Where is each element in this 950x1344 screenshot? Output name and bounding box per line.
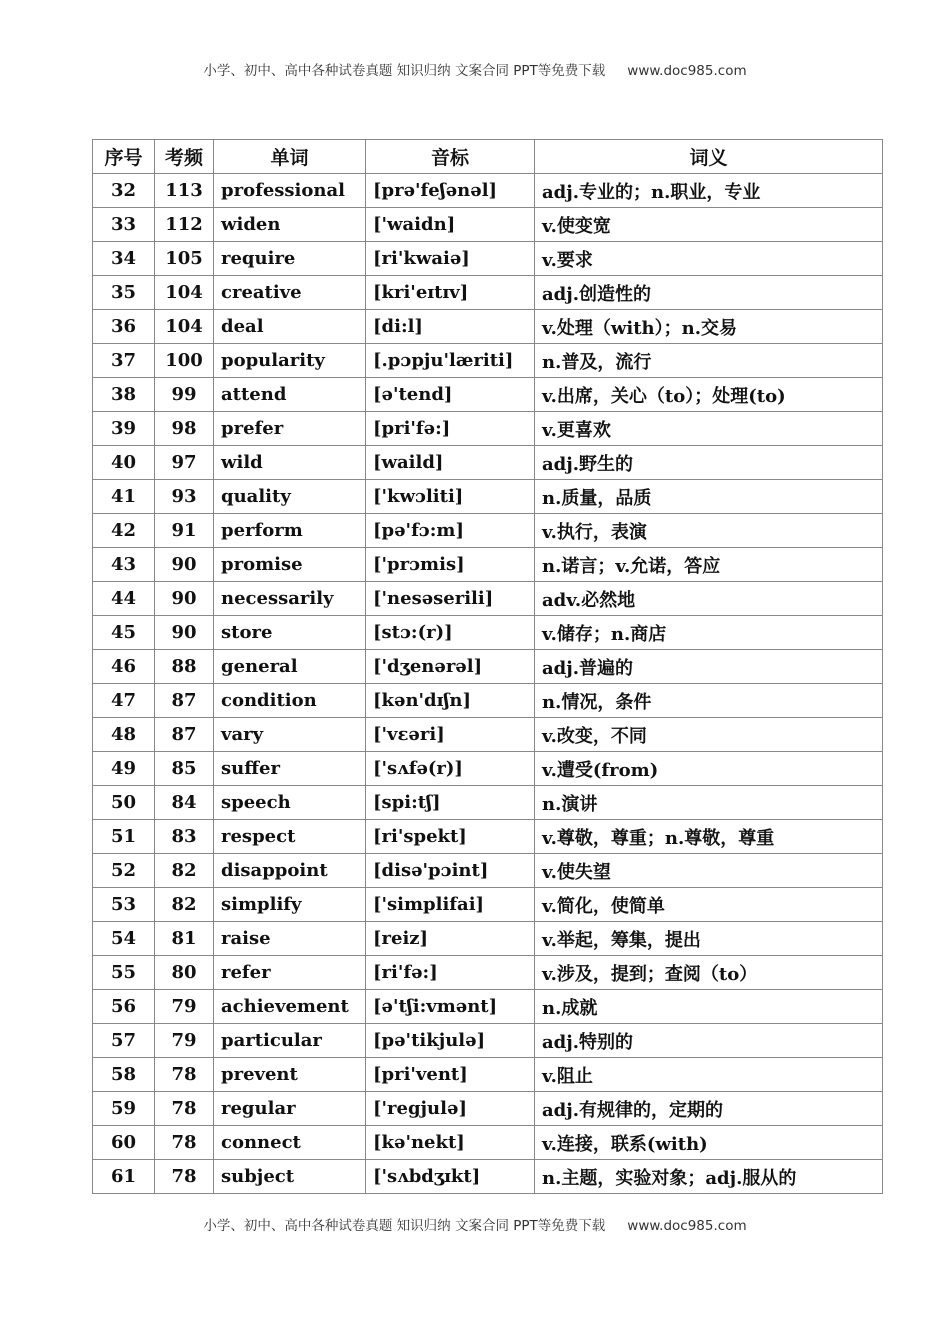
cell-phonetic: [kə'nekt] — [366, 1126, 535, 1160]
cell-index: 53 — [93, 888, 155, 922]
cell-phonetic: ['regjulə] — [366, 1092, 535, 1126]
table-row — [93, 174, 883, 208]
cell-index: 38 — [93, 378, 155, 412]
cell-word: connect — [214, 1126, 366, 1160]
cell-phonetic: ['waidn] — [366, 208, 535, 242]
cell-index: 47 — [93, 684, 155, 718]
cell-meaning: adj.有规律的，定期的 — [535, 1092, 883, 1126]
cell-index: 44 — [93, 582, 155, 616]
cell-frequency: 87 — [155, 718, 214, 752]
cell-phonetic: [ri'fə:] — [366, 956, 535, 990]
table-row — [93, 1160, 883, 1194]
cell-frequency: 90 — [155, 616, 214, 650]
cell-index: 36 — [93, 310, 155, 344]
cell-word: achievement — [214, 990, 366, 1024]
cell-frequency: 104 — [155, 310, 214, 344]
table-row — [93, 344, 883, 378]
cell-phonetic: [ri'kwaiə] — [366, 242, 535, 276]
cell-phonetic: [stɔ:(r)] — [366, 616, 535, 650]
cell-frequency: 78 — [155, 1126, 214, 1160]
cell-frequency: 100 — [155, 344, 214, 378]
vocabulary-table — [92, 139, 883, 1194]
cell-index: 52 — [93, 854, 155, 888]
cell-frequency: 78 — [155, 1092, 214, 1126]
cell-frequency: 113 — [155, 174, 214, 208]
column-header-word: 单词 — [214, 140, 366, 174]
cell-frequency: 82 — [155, 854, 214, 888]
cell-meaning: v.使变宽 — [535, 208, 883, 242]
cell-meaning: n.诺言；v.允诺，答应 — [535, 548, 883, 582]
cell-frequency: 97 — [155, 446, 214, 480]
cell-meaning: v.储存；n.商店 — [535, 616, 883, 650]
cell-index: 54 — [93, 922, 155, 956]
cell-word: professional — [214, 174, 366, 208]
cell-word: require — [214, 242, 366, 276]
cell-word: simplify — [214, 888, 366, 922]
cell-word: perform — [214, 514, 366, 548]
cell-word: promise — [214, 548, 366, 582]
table-row — [93, 310, 883, 344]
cell-word: vary — [214, 718, 366, 752]
cell-index: 46 — [93, 650, 155, 684]
cell-word: deal — [214, 310, 366, 344]
cell-phonetic: ['prɔmis] — [366, 548, 535, 582]
cell-word: necessarily — [214, 582, 366, 616]
cell-word: quality — [214, 480, 366, 514]
table-row — [93, 514, 883, 548]
cell-word: refer — [214, 956, 366, 990]
table-row — [93, 956, 883, 990]
table-header-row — [93, 140, 883, 174]
cell-frequency: 84 — [155, 786, 214, 820]
cell-index: 45 — [93, 616, 155, 650]
cell-frequency: 79 — [155, 1024, 214, 1058]
cell-frequency: 88 — [155, 650, 214, 684]
cell-word: speech — [214, 786, 366, 820]
column-header-phonetic: 音标 — [366, 140, 535, 174]
cell-meaning: v.遭受(from) — [535, 752, 883, 786]
cell-phonetic: [kən'dɪʃn] — [366, 684, 535, 718]
table-row — [93, 378, 883, 412]
cell-phonetic: ['vɛəri] — [366, 718, 535, 752]
cell-meaning: v.使失望 — [535, 854, 883, 888]
cell-phonetic: [pə'fɔ:m] — [366, 514, 535, 548]
table-row — [93, 1024, 883, 1058]
table-row — [93, 854, 883, 888]
cell-word: attend — [214, 378, 366, 412]
cell-word: widen — [214, 208, 366, 242]
cell-phonetic: [ri'spekt] — [366, 820, 535, 854]
cell-meaning: v.处理（with）；n.交易 — [535, 310, 883, 344]
cell-phonetic: [ə'tend] — [366, 378, 535, 412]
cell-word: wild — [214, 446, 366, 480]
cell-phonetic: [prə'feʃənəl] — [366, 174, 535, 208]
column-header-meaning: 词义 — [535, 140, 883, 174]
cell-phonetic: ['sʌfə(r)] — [366, 752, 535, 786]
cell-word: respect — [214, 820, 366, 854]
cell-meaning: v.尊敬，尊重；n.尊敬，尊重 — [535, 820, 883, 854]
cell-meaning: v.阻止 — [535, 1058, 883, 1092]
table-row — [93, 582, 883, 616]
table-row — [93, 616, 883, 650]
cell-phonetic: ['simplifai] — [366, 888, 535, 922]
cell-phonetic: [disə'pɔint] — [366, 854, 535, 888]
cell-meaning: v.举起，筹集，提出 — [535, 922, 883, 956]
cell-frequency: 93 — [155, 480, 214, 514]
cell-meaning: v.更喜欢 — [535, 412, 883, 446]
cell-phonetic: ['kwɔliti] — [366, 480, 535, 514]
cell-frequency: 82 — [155, 888, 214, 922]
cell-phonetic: [ə'tʃi:vmənt] — [366, 990, 535, 1024]
cell-meaning: v.出席，关心（to）；处理(to) — [535, 378, 883, 412]
cell-meaning: v.要求 — [535, 242, 883, 276]
cell-word: suffer — [214, 752, 366, 786]
table-row — [93, 208, 883, 242]
cell-word: condition — [214, 684, 366, 718]
cell-meaning: v.改变，不同 — [535, 718, 883, 752]
cell-index: 34 — [93, 242, 155, 276]
table-row — [93, 650, 883, 684]
cell-meaning: adj.野生的 — [535, 446, 883, 480]
cell-index: 58 — [93, 1058, 155, 1092]
cell-word: prefer — [214, 412, 366, 446]
cell-phonetic: [.pɔpju'læriti] — [366, 344, 535, 378]
cell-phonetic: [di:l] — [366, 310, 535, 344]
cell-meaning: adj.特别的 — [535, 1024, 883, 1058]
table-row — [93, 684, 883, 718]
cell-frequency: 79 — [155, 990, 214, 1024]
cell-index: 51 — [93, 820, 155, 854]
cell-meaning: n.成就 — [535, 990, 883, 1024]
cell-meaning: adv.必然地 — [535, 582, 883, 616]
cell-phonetic: [pri'fə:] — [366, 412, 535, 446]
page-header — [0, 59, 950, 79]
cell-frequency: 105 — [155, 242, 214, 276]
cell-frequency: 90 — [155, 548, 214, 582]
table-row — [93, 990, 883, 1024]
cell-index: 41 — [93, 480, 155, 514]
table-row — [93, 548, 883, 582]
cell-frequency: 87 — [155, 684, 214, 718]
cell-phonetic: [pri'vent] — [366, 1058, 535, 1092]
cell-index: 57 — [93, 1024, 155, 1058]
cell-index: 35 — [93, 276, 155, 310]
cell-index: 40 — [93, 446, 155, 480]
column-header-frequency: 考频 — [155, 140, 214, 174]
cell-index: 43 — [93, 548, 155, 582]
cell-meaning: n.质量，品质 — [535, 480, 883, 514]
cell-index: 55 — [93, 956, 155, 990]
cell-meaning: v.简化，使简单 — [535, 888, 883, 922]
table-row — [93, 752, 883, 786]
cell-phonetic: [spi:tʃ] — [366, 786, 535, 820]
cell-word: particular — [214, 1024, 366, 1058]
cell-index: 60 — [93, 1126, 155, 1160]
cell-meaning: adj.创造性的 — [535, 276, 883, 310]
cell-frequency: 81 — [155, 922, 214, 956]
cell-phonetic: ['dʒenərəl] — [366, 650, 535, 684]
cell-meaning: v.执行，表演 — [535, 514, 883, 548]
cell-phonetic: [kri'eɪtɪv] — [366, 276, 535, 310]
cell-frequency: 78 — [155, 1160, 214, 1194]
cell-frequency: 99 — [155, 378, 214, 412]
cell-index: 50 — [93, 786, 155, 820]
cell-frequency: 112 — [155, 208, 214, 242]
cell-index: 61 — [93, 1160, 155, 1194]
cell-phonetic: ['nesəserili] — [366, 582, 535, 616]
table-row — [93, 786, 883, 820]
cell-phonetic: ['sʌbdʒɪkt] — [366, 1160, 535, 1194]
cell-index: 59 — [93, 1092, 155, 1126]
cell-phonetic: [waild] — [366, 446, 535, 480]
cell-word: regular — [214, 1092, 366, 1126]
page-footer — [0, 1214, 950, 1234]
cell-frequency: 85 — [155, 752, 214, 786]
footer-text: 小学、初中、高中各种试卷真题 知识归纳 文案合同 PPT等免费下载 — [203, 1218, 606, 1234]
header-text: 小学、初中、高中各种试卷真题 知识归纳 文案合同 PPT等免费下载 — [203, 63, 606, 79]
table-row — [93, 480, 883, 514]
cell-meaning: v.连接，联系(with) — [535, 1126, 883, 1160]
cell-index: 56 — [93, 990, 155, 1024]
cell-meaning: n.主题，实验对象；adj.服从的 — [535, 1160, 883, 1194]
cell-phonetic: [reiz] — [366, 922, 535, 956]
cell-word: popularity — [214, 344, 366, 378]
cell-index: 33 — [93, 208, 155, 242]
cell-index: 39 — [93, 412, 155, 446]
table-row — [93, 412, 883, 446]
cell-index: 48 — [93, 718, 155, 752]
table-row — [93, 922, 883, 956]
cell-meaning: n.情况，条件 — [535, 684, 883, 718]
cell-meaning: n.普及，流行 — [535, 344, 883, 378]
cell-frequency: 78 — [155, 1058, 214, 1092]
cell-index: 49 — [93, 752, 155, 786]
table-row — [93, 446, 883, 480]
cell-word: general — [214, 650, 366, 684]
table-row — [93, 1126, 883, 1160]
header-url[interactable]: www.doc985.com — [627, 63, 747, 79]
cell-meaning: n.演讲 — [535, 786, 883, 820]
cell-meaning: adj.专业的；n.职业，专业 — [535, 174, 883, 208]
cell-meaning: v.涉及，提到；查阅（to） — [535, 956, 883, 990]
cell-frequency: 90 — [155, 582, 214, 616]
cell-frequency: 91 — [155, 514, 214, 548]
cell-index: 37 — [93, 344, 155, 378]
cell-meaning: adj.普遍的 — [535, 650, 883, 684]
cell-index: 42 — [93, 514, 155, 548]
cell-frequency: 83 — [155, 820, 214, 854]
cell-word: prevent — [214, 1058, 366, 1092]
cell-word: subject — [214, 1160, 366, 1194]
cell-frequency: 80 — [155, 956, 214, 990]
table-row — [93, 718, 883, 752]
cell-frequency: 104 — [155, 276, 214, 310]
table-row — [93, 242, 883, 276]
table-row — [93, 888, 883, 922]
table-row — [93, 1058, 883, 1092]
cell-phonetic: [pə'tikjulə] — [366, 1024, 535, 1058]
cell-word: creative — [214, 276, 366, 310]
cell-frequency: 98 — [155, 412, 214, 446]
column-header-index: 序号 — [93, 140, 155, 174]
table-row — [93, 276, 883, 310]
table-row — [93, 820, 883, 854]
cell-word: disappoint — [214, 854, 366, 888]
cell-index: 32 — [93, 174, 155, 208]
table-row — [93, 1092, 883, 1126]
footer-url[interactable]: www.doc985.com — [627, 1218, 747, 1234]
cell-word: raise — [214, 922, 366, 956]
cell-word: store — [214, 616, 366, 650]
